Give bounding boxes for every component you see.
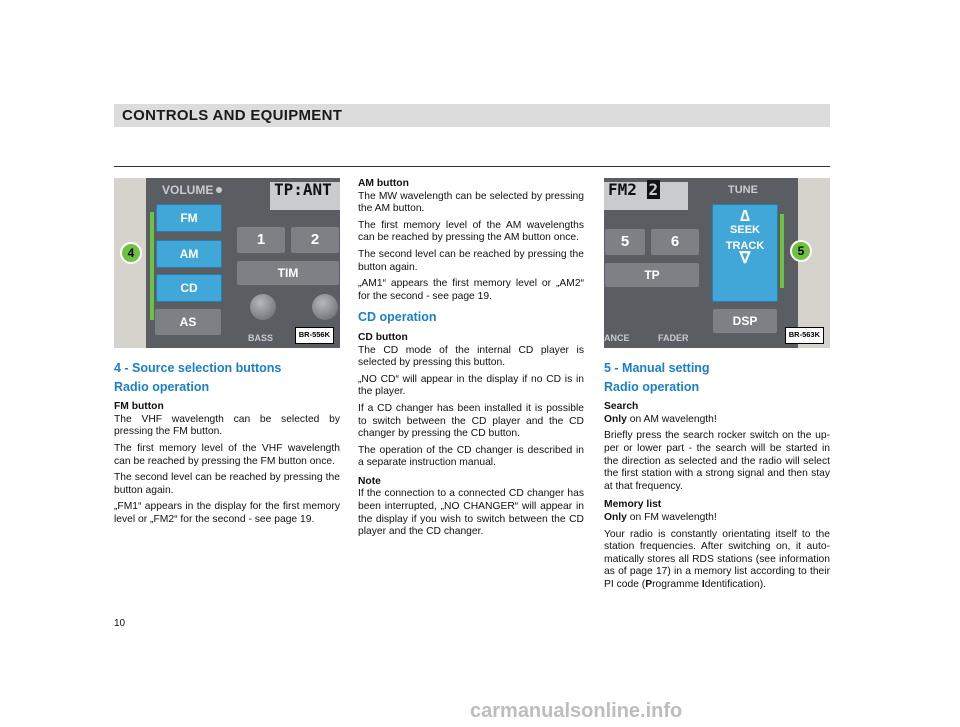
memory-text-part-3: dentification).	[704, 578, 766, 590]
am-paragraph: The MW wavelength can be selected by pressing the AM button.	[358, 190, 584, 215]
treble-knob[interactable]	[312, 294, 338, 320]
header-rule	[114, 166, 830, 167]
search-text: Briefly press the search rocker switch on the up- per or lower part - the search will be started in the direction as selected and the radio will select the first station with a strong signal and then stay at that frequency.	[604, 430, 830, 492]
tp-button[interactable]: TP	[604, 262, 700, 288]
note-heading: Note	[358, 475, 381, 487]
figure-tag: BR-563K	[785, 327, 824, 344]
page-number: 10	[114, 618, 126, 629]
section-4-subtitle: Radio operation	[114, 379, 210, 394]
fm-heading: FM button	[114, 401, 164, 413]
as-button[interactable]: AS	[154, 308, 222, 336]
header-bar	[114, 104, 830, 127]
figure-edge	[798, 178, 830, 348]
callout-bracket-icon	[780, 214, 784, 288]
callout-number: 4	[120, 242, 142, 264]
balance-label: ANCE	[604, 333, 630, 343]
search-only-rest: on AM wavelength!	[626, 413, 717, 425]
memory-only-rest: on FM wavelength!	[626, 511, 717, 523]
preset-2-button[interactable]: 2	[290, 226, 340, 254]
am-paragraph: The second level can be reached by pressing the button again.	[358, 248, 584, 273]
section-4-paragraph: The second level can be reached by pressing the button again.	[114, 472, 340, 496]
bass-label: BASS	[248, 333, 274, 343]
column-2	[358, 178, 584, 543]
section-4-paragraph: The first memory level of the VHF wavelength can be reached by pressing the FM button once.	[114, 442, 340, 467]
seek-up-icon[interactable]: ∆	[740, 208, 750, 225]
tim-button[interactable]: TIM	[236, 260, 340, 286]
column-1	[114, 178, 340, 531]
seek-track-rocker[interactable]	[712, 204, 778, 302]
search-heading: Search	[604, 401, 639, 413]
cd-button[interactable]: CD	[156, 274, 222, 302]
figure-source-buttons	[114, 178, 340, 348]
bass-knob[interactable]	[250, 294, 276, 320]
cd-paragraph: If a CD changer has been installed it is possible to switch between the CD player and the CD changer by pressing the CD button.	[358, 402, 584, 440]
section-4-title: 4 - Source selection buttons	[114, 361, 282, 375]
am-paragraph: „AM1“ appears the first memory level or „AM2“ for the second - see page 19.	[358, 278, 584, 302]
memory-text-part-1: Your radio is constantly orientating itself to the station frequencies. After switching on, it auto- matically stores all RDS stations (see information as of page 17) in a memory list according to their PI code (	[604, 528, 830, 590]
cd-paragraph: The CD mode of the internal CD player is selected by pressing this button.	[358, 344, 584, 369]
memory-heading: Memory list	[604, 499, 662, 511]
column-3	[604, 178, 830, 596]
memory-text-part-2: rogramme	[652, 578, 702, 590]
preset-6-button[interactable]: 6	[650, 228, 700, 256]
section-5-title: 5 - Manual setting	[604, 361, 710, 375]
am-heading: AM button	[358, 178, 409, 189]
tune-label: TUNE	[728, 184, 758, 196]
memory-bold-i: I	[701, 578, 705, 590]
search-only-bold: Only	[604, 413, 627, 425]
memory-text	[604, 529, 830, 592]
preset-5-button[interactable]: 5	[604, 228, 646, 256]
figure-tag: BR-556K	[295, 327, 334, 344]
fader-label: FADER	[658, 333, 689, 343]
search-only-line	[604, 414, 830, 427]
track-label: TRACK	[725, 240, 765, 253]
display-band: FM2	[608, 180, 637, 199]
radio-display	[604, 182, 688, 210]
radio-display: TP:ANT	[270, 182, 340, 210]
callout-bracket-icon	[150, 212, 154, 320]
note-text: If the connection to a connected CD changer has been interrupted, „NO CHANGER“ will appear in the display if you wish to switch between the CD player and the CD changer.	[358, 488, 584, 538]
am-paragraph: The first memory level of the AM wavelengths can be reached by pressing the AM button once.	[358, 219, 584, 244]
figure-manual-setting	[604, 178, 830, 348]
watermark: carmanualsonline.info	[470, 700, 683, 722]
cd-heading: CD button	[358, 331, 408, 343]
page-title: CONTROLS AND EQUIPMENT	[122, 107, 343, 124]
seek-label: SEEK	[730, 223, 760, 236]
memory-only-line	[604, 512, 830, 525]
volume-indicator-icon	[216, 187, 222, 193]
section-5-subtitle: Radio operation	[604, 379, 700, 394]
section-4-paragraph: „FM1“ appears in the display for the first memory level or „FM2“ for the second - see page 19.	[114, 501, 340, 525]
callout-number: 5	[790, 240, 812, 262]
cd-paragraph: The operation of the CD changer is described in a separate instruction manual.	[358, 444, 584, 469]
cd-title: CD operation	[358, 310, 437, 325]
cd-paragraph: „NO CD“ will appear in the display if no CD is in the player.	[358, 373, 584, 398]
section-4-paragraph: The VHF wavelength can be selected by pressing the FM button.	[114, 413, 340, 438]
memory-bold-p: P	[645, 578, 653, 590]
memory-only-bold: Only	[604, 511, 627, 523]
preset-1-button[interactable]: 1	[236, 226, 286, 254]
volume-label: VOLUME	[162, 183, 214, 197]
dsp-button[interactable]: DSP	[712, 308, 778, 334]
seek-down-icon[interactable]: ∇	[739, 249, 751, 267]
display-badge: 2	[648, 180, 659, 199]
fm-button[interactable]: FM	[156, 204, 222, 232]
am-button[interactable]: AM	[156, 240, 222, 268]
